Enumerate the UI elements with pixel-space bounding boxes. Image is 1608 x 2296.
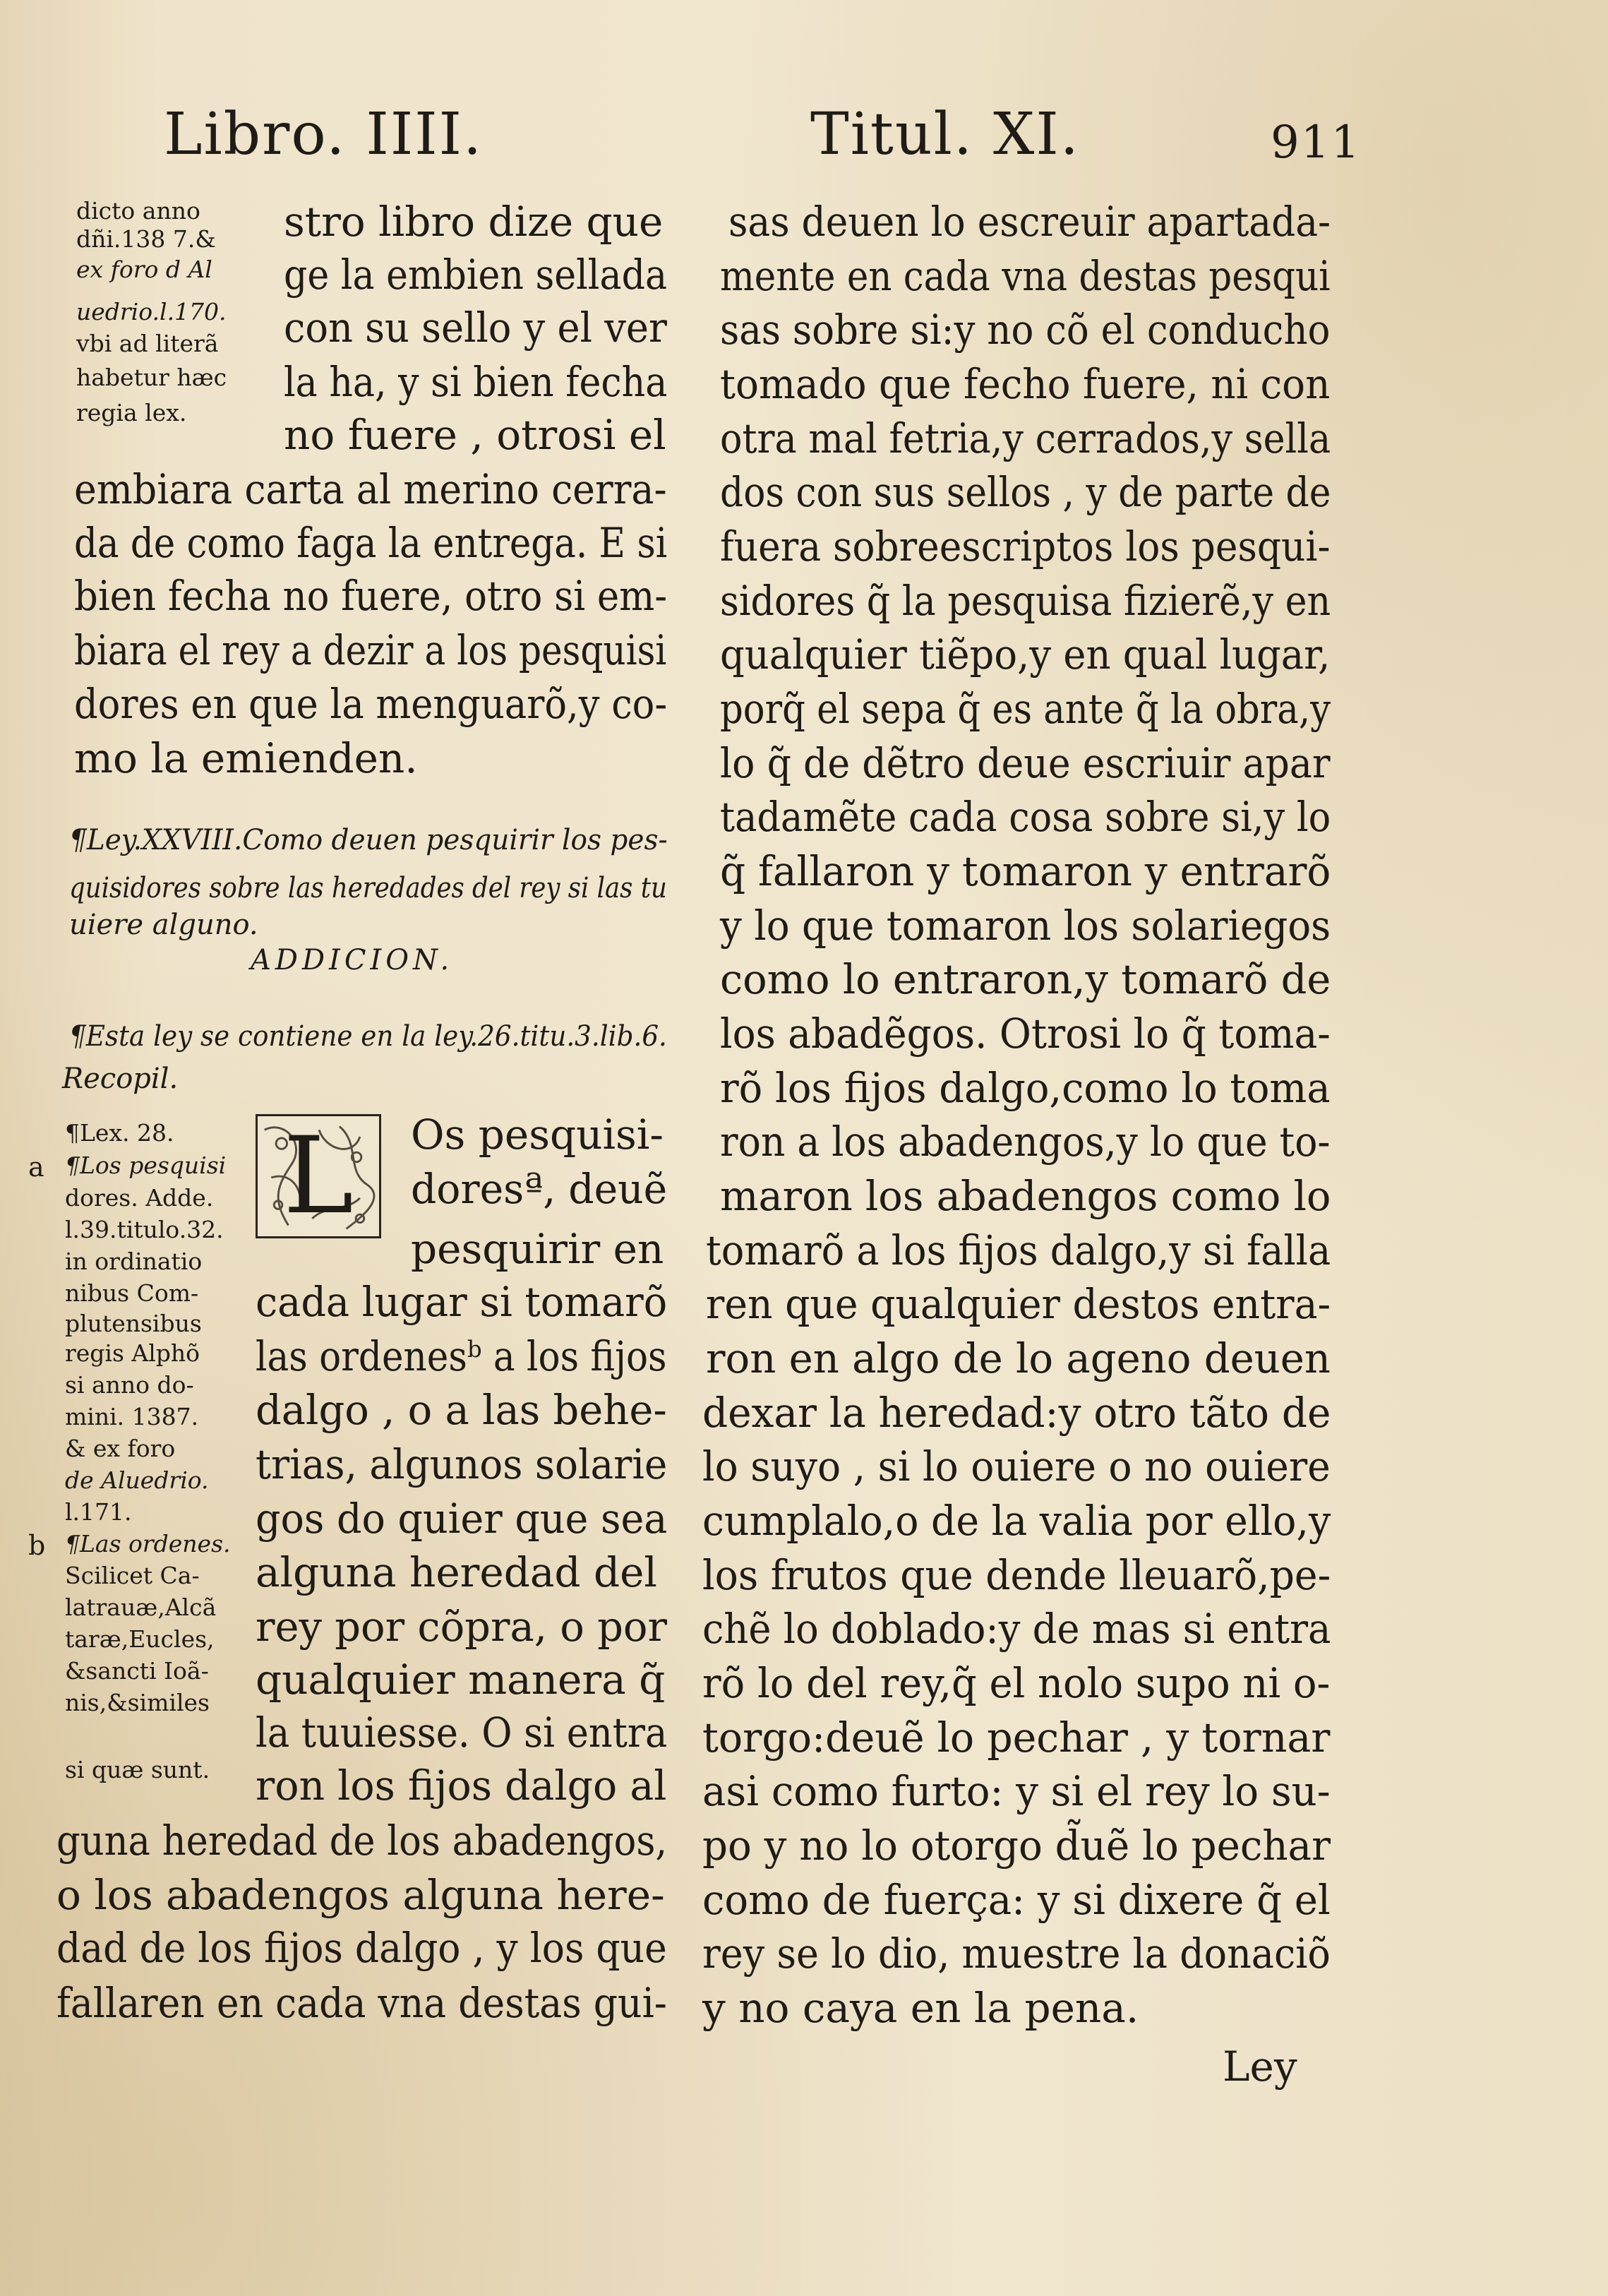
gloss-line: regis Alphõ [65,1339,200,1367]
text-line: stro libro dize que [284,198,664,246]
text-line: lo q̃ de dẽtro deue escriuir apar [720,739,1331,787]
text-line: y lo que tomaron los solariegos [720,902,1331,950]
text-line: tomarõ a los fijos dalgo,y si falla [706,1226,1331,1274]
text-line: la tuuiesse. O si entra [256,1709,668,1757]
gloss-line: l.171. [65,1498,132,1526]
text-line: los abadẽgos. Otrosi lo q̃ toma- [720,1010,1331,1058]
text-line: guna heredad de los abadengos, [56,1817,668,1865]
text-line: maron los abadengos como lo [720,1172,1331,1220]
text-line: sidores q̃ la pesquisa fizierẽ,y en [720,577,1331,625]
drop-cap-letter: L [283,1115,354,1238]
text-line: ron en algo de lo ageno deuen [706,1334,1331,1382]
gloss-line: ¶Las ordenes. [65,1530,231,1557]
gloss-line: uedrio.l.170. [76,298,227,325]
text-line: o los abadengos alguna here- [56,1871,665,1919]
gloss-line: dñi.138 7.& [76,225,216,253]
text-line: asi como furto: y si el rey lo su- [702,1767,1331,1815]
text-line: no fuere , otrosi el [284,411,666,459]
text-line: torgo:deuẽ lo pechar , y tornar [702,1714,1331,1762]
gloss-line: nis,&similes [65,1689,210,1716]
gloss-line: si anno do- [65,1371,194,1399]
heading-line: uiere alguno. [69,909,258,941]
gloss-line: dicto anno [76,197,200,225]
addicion-text-line: ¶Esta ley se contiene en la ley.26.titu.3.lib.6. [69,1020,667,1053]
text-line: cada lugar si tomarõ [256,1278,668,1326]
gloss-line: taræ,Eucles, [65,1625,215,1653]
text-line: como de fuerça: y si dixere q̃ el [702,1876,1331,1924]
text-line: Os pesquisi- [411,1111,664,1159]
gloss-line: l.39.titulo.32. [65,1216,224,1243]
text-line: la ha, y si bien fecha [284,358,668,406]
gloss-line: in ordinatio [65,1248,203,1275]
gloss-line: latrauæ,Alcã [65,1594,217,1621]
gloss-key: a [28,1152,44,1183]
gloss-line: vbi ad literã [76,330,219,357]
gloss-line: Scilicet Ca- [65,1562,200,1589]
text-line: po y no lo otorgo d̃uẽ lo pechar [702,1822,1331,1870]
text-line: dos con sus sellos , y de parte de [720,468,1331,516]
text-line: cumplalo,o de la valia por ello,y [702,1497,1331,1545]
gloss-line: de Aluedrio. [65,1466,209,1494]
text-line: chẽ lo doblado:y de mas si entra [702,1605,1331,1653]
text-line: bien fecha no fuere, otro si em- [74,572,668,620]
gloss-line: habetur hæc [76,364,227,391]
text-line: fallaren en cada vna destas gui- [56,1979,667,2027]
text-line: sas deuen lo escreuir apartada- [728,198,1331,246]
text-line: dores en que la menguarõ,y co- [74,680,668,728]
addicion-heading: ADDICION. [251,944,454,976]
text-line: como lo entraron,y tomarõ de [720,955,1331,1003]
text-line: mente en cada vna destas pesqui [720,252,1331,300]
catchword: Ley [1223,2043,1297,2091]
text-line: qualquier tiẽpo,y en qual lugar, [720,630,1331,678]
text-line: pesquirir en [411,1225,664,1273]
gloss-line: ¶Lex. 28. [65,1119,174,1147]
gloss-line: nibus Com- [65,1279,199,1307]
text-line: las ordenesᵇ a los fijos [256,1332,667,1380]
text-line: y no caya en la pena. [702,1984,1139,2032]
text-line: tomado que fecho fuere, ni con [720,360,1331,408]
addicion-text-line: Recopil. [62,1063,179,1095]
text-line: trias, algunos solarie [256,1440,668,1488]
text-line: ren que qualquier destos entra- [706,1280,1331,1328]
text-line: rey se lo dio, muestre la donaciõ [702,1930,1331,1978]
text-line: con su sello y el ver [284,304,667,352]
text-line: gos do quier que sea [256,1495,668,1543]
text-line: biara el rey a dezir a los pesquisi [74,626,667,674]
text-line: tadamẽte cada cosa sobre si,y lo [720,793,1331,841]
gloss-line: si quæ sunt. [65,1756,210,1783]
gloss-line: & ex foro [65,1435,176,1462]
text-line: lo suyo , si lo ouiere o no ouiere [702,1442,1331,1490]
gloss-key: b [28,1530,46,1561]
text-line: otra mal fetria,y cerrados,y sella [720,414,1331,462]
running-head-title: Titul. XI. [810,101,1080,168]
gloss-line: dores. Adde. [65,1184,214,1212]
text-line: ron los fijos dalgo al [256,1762,667,1810]
text-line: da de como faga la entrega. E si [74,519,668,567]
heading-line: quisidores sobre las heredades del rey si las tu [69,872,667,904]
gloss-line: regia lex. [76,399,187,426]
text-line: ron a los abadengos,y lo que to- [720,1118,1331,1166]
heading-line: ¶Ley.XXVIII.Como deuen pesquirir los pes- [69,824,668,856]
text-line: rõ lo del rey,q̃ el nolo supo ni o- [702,1659,1331,1707]
gloss-line: plutensibus [65,1310,202,1337]
running-head-book: Libro. IIII. [164,101,484,168]
text-line: los frutos que dende lleuarõ,pe- [702,1551,1331,1599]
gloss-line: mini. 1387. [65,1403,199,1430]
gloss-line: ¶Los pesquisi [65,1152,227,1179]
text-line: dexar la heredad:y otro tãto de [702,1389,1331,1437]
text-line: doresª, deuẽ [411,1165,668,1213]
text-line: sas sobre si:y no cõ el conducho [720,306,1331,354]
folio-number: 911 [1271,116,1362,169]
text-line: dalgo , o a las behe- [256,1386,667,1434]
text-line: qualquier manera q̃ [256,1656,666,1704]
text-line: mo la emienden. [74,734,418,782]
text-line: alguna heredad del [256,1548,657,1596]
gloss-line: ex foro d Al [76,256,212,283]
text-line: rey por cõpra, o por [256,1603,668,1651]
drop-cap-initial [256,1114,381,1238]
text-line: embiara carta al merino cerra- [74,465,667,513]
text-line: dad de los fijos dalgo , y los que [56,1924,667,1972]
text-line: ge la embien sellada [284,251,668,299]
text-line: q̃ fallaron y tomaron y entrarõ [720,847,1331,895]
text-line: rõ los fijos dalgo,como lo toma [720,1064,1331,1112]
gloss-line: &sancti Ioã- [65,1657,209,1685]
text-line: porq̃ el sepa q̃ es ante q̃ la obra,y [720,685,1331,733]
text-line: fuera sobreescriptos los pesqui- [720,522,1331,570]
